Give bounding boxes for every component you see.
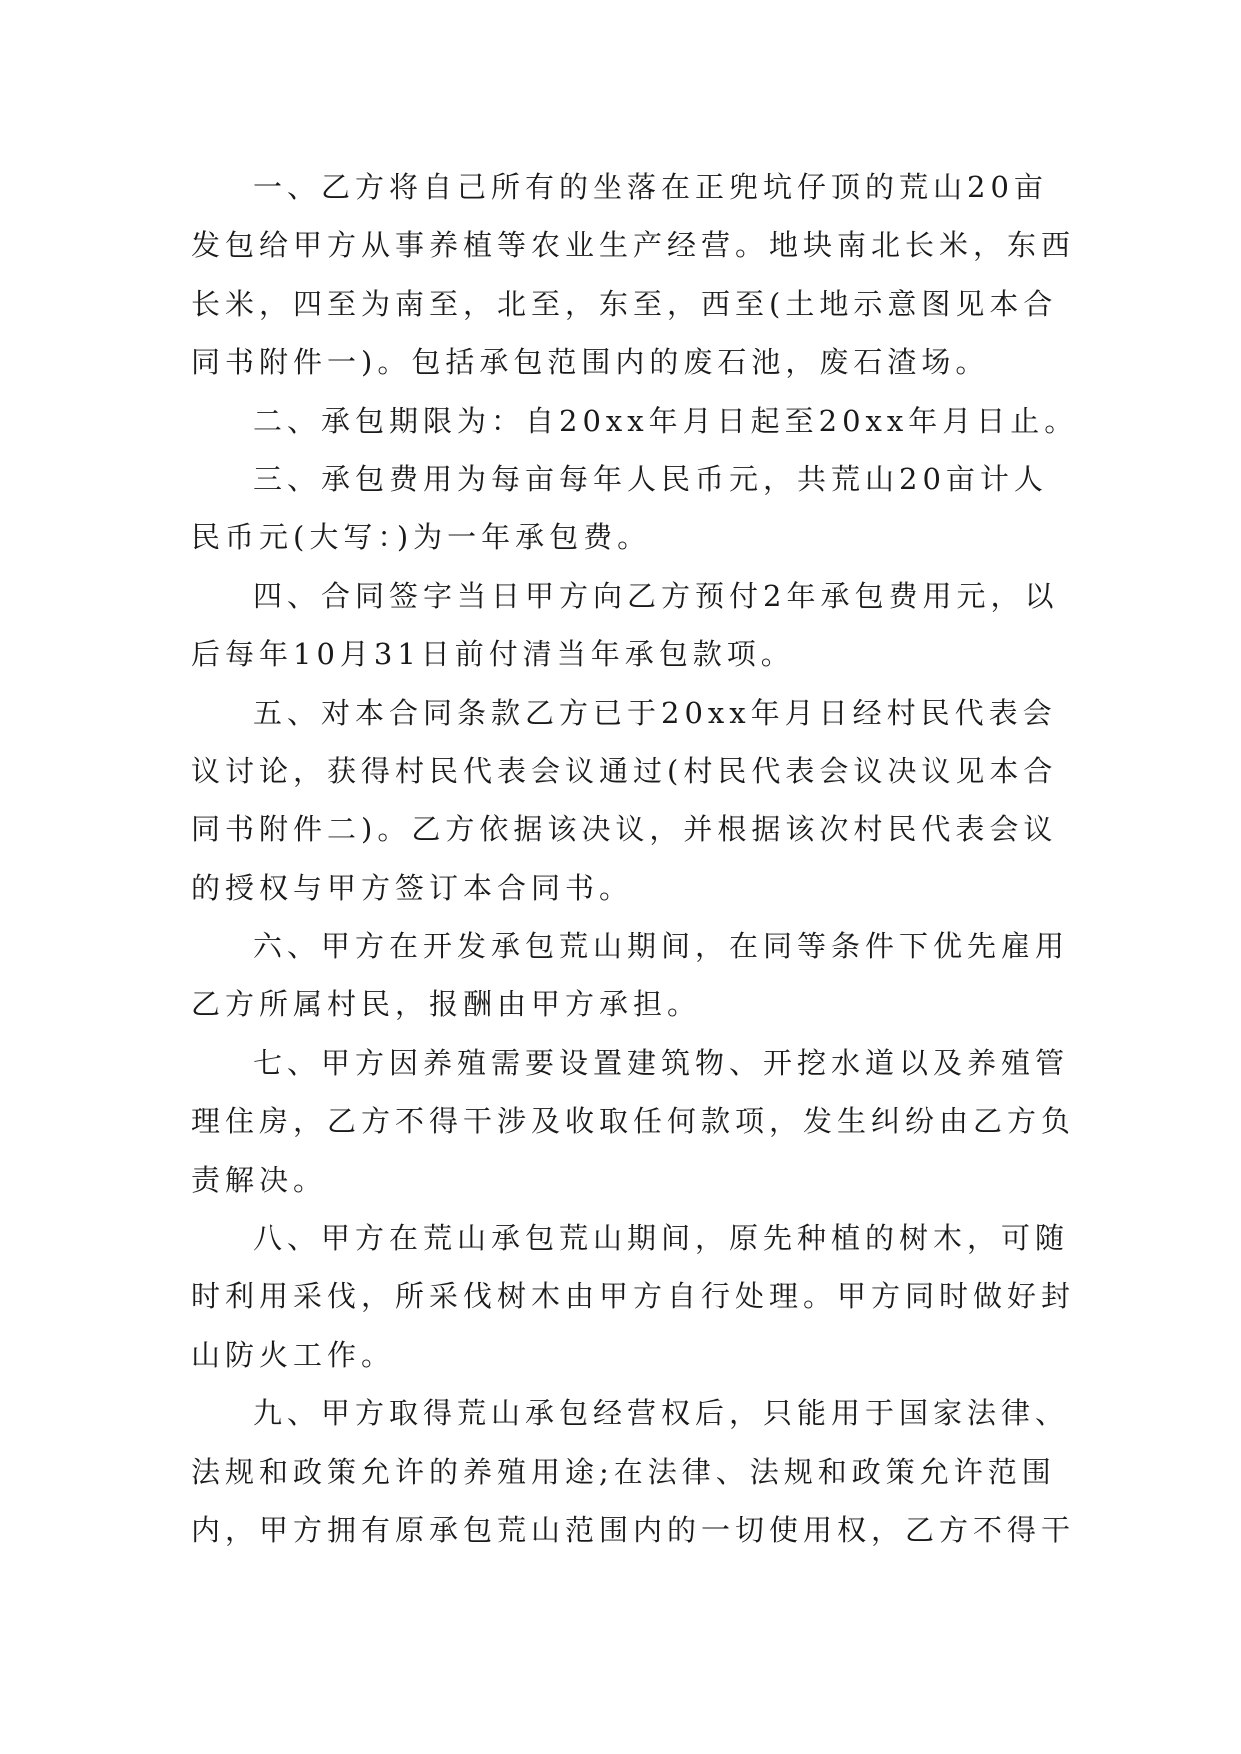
text-line: 三、承包费用为每亩每年人民币元，共荒山20亩计人 (253, 461, 1048, 496)
text-line: 八、甲方在荒山承包荒山期间，原先种植的树木，可随 (253, 1221, 1070, 1256)
text-line: 责解决。 (191, 1162, 328, 1197)
text-line: 六、甲方在开发承包荒山期间，在同等条件下优先雇用 (253, 929, 1070, 964)
text-line: 发包给甲方从事养植等农业生产经营。地块南北长米，东西 (191, 228, 1076, 263)
clause-9 (191, 1384, 1076, 1559)
clause-7 (191, 1034, 1076, 1209)
text-line: 同书附件二)。乙方依据该决议，并根据该次村民代表会议 (191, 812, 1058, 847)
text-line: 的授权与甲方签订本合同书。 (191, 870, 634, 905)
clause-5 (191, 684, 1061, 918)
clause-1 (191, 158, 1076, 392)
text-line: 理住房，乙方不得干涉及收取任何款项，发生纠纷由乙方负 (191, 1104, 1076, 1139)
text-line: 一、乙方将自己所有的坐落在正兜坑仔顶的荒山20亩 (253, 170, 1048, 204)
text-line: 乙方所属村民，报酬由甲方承担。 (191, 987, 702, 1022)
text-line: 内，甲方拥有原承包荒山范围内的一切使用权，乙方不得干 (191, 1512, 1076, 1547)
text-line: 七、甲方因养殖需要设置建筑物、开挖水道以及养殖管 (253, 1045, 1070, 1080)
clause-8 (191, 1209, 1076, 1384)
text-line: 民币元(大写：)为一年承包费。 (191, 520, 652, 555)
text-line: 时利用采伐，所采伐树木由甲方自行处理。甲方同时做好封 (191, 1279, 1076, 1314)
text-line: 法规和政策允许的养殖用途;在法律、法规和政策允许范围 (191, 1454, 1056, 1489)
text-line: 二、承包期限为：自20xx年月日起至20xx年月日止。 (253, 403, 1079, 438)
text-line: 四、合同签字当日甲方向乙方预付2年承包费用元，以 (253, 578, 1059, 613)
clause-2 (191, 392, 1079, 450)
clause-3 (191, 450, 1061, 567)
text-line: 五、对本合同条款乙方已于20xx年月日经村民代表会 (253, 695, 1057, 730)
text-line: 长米，四至为南至，北至，东至，西至(土地示意图见本合 (191, 286, 1058, 321)
contract-body (191, 158, 1079, 1559)
text-line: 后每年10月31日前付清当年承包款项。 (191, 637, 795, 672)
clause-4 (191, 567, 1061, 684)
clause-6 (191, 917, 1070, 1034)
text-line: 九、甲方取得荒山承包经营权后，只能用于国家法律、 (253, 1396, 1070, 1431)
text-line: 同书附件一)。包括承包范围内的废石池，废石渣场。 (191, 345, 990, 380)
text-line: 议讨论，获得村民代表会议通过(村民代表会议决议见本合 (191, 753, 1058, 788)
text-line: 山防火工作。 (191, 1337, 396, 1372)
